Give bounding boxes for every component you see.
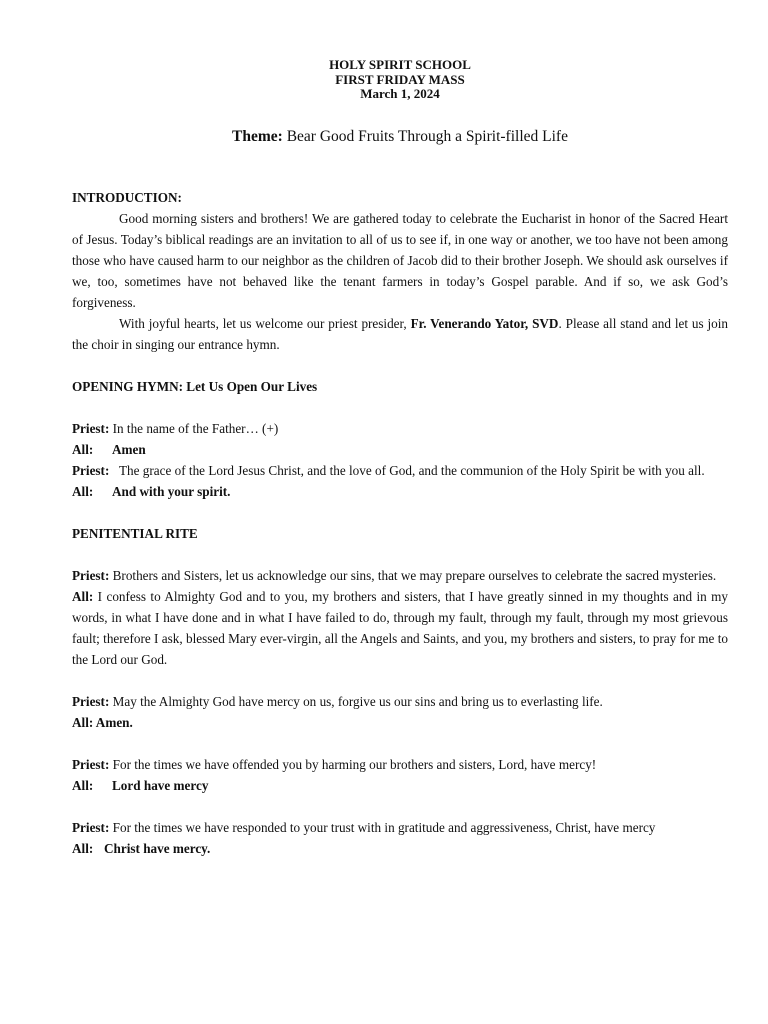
penitential-text: May the Almighty God have mercy on us, forgive us our sins and bring us to everlasting life.: [109, 693, 603, 709]
theme-label: Theme:: [232, 127, 283, 145]
penitential-text: Lord have mercy: [112, 777, 209, 793]
introduction-paragraph-2: [72, 313, 728, 355]
rite-text: Amen: [112, 441, 146, 457]
intro-p2-after: . Please all stand and let us join the choir in singing our entrance hymn.: [72, 315, 728, 352]
speaker-label: Priest:: [72, 567, 110, 583]
speaker-label: All:: [72, 840, 94, 856]
document-header: [72, 58, 728, 102]
penitential-text: For the times we have responded to your trust with in gratitude and aggressiveness, Christ, have mercy: [109, 819, 656, 835]
speaker-label: Priest:: [72, 462, 110, 478]
rite-line-priest-1: [72, 418, 728, 439]
rite-line-all-1: [72, 439, 728, 460]
speaker-label: Priest:: [72, 756, 110, 772]
event-date: March 1, 2024: [360, 86, 440, 101]
penitential-priest-2: [72, 691, 728, 712]
penitential-priest-3: [72, 754, 728, 775]
rite-line-all-2: [72, 481, 728, 502]
penitential-priest-4: [72, 817, 728, 838]
introduction-title: INTRODUCTION:: [72, 189, 182, 205]
penitential-text: For the times we have offended you by harming our brothers and sisters, Lord, have mercy!: [109, 756, 597, 772]
speaker-label: Priest:: [72, 819, 110, 835]
school-name: HOLY SPIRIT SCHOOL: [329, 57, 471, 72]
penitential-all-2: All: Amen.: [72, 714, 133, 730]
speaker-label: All:: [72, 777, 94, 793]
rite-text: In the name of the Father… (+): [109, 420, 279, 436]
penitential-all-4: [72, 838, 728, 859]
intro-p2-before: With joyful hearts, let us welcome our priest presider,: [119, 315, 411, 331]
rite-line-priest-2: [72, 460, 728, 481]
speaker-label: Priest:: [72, 420, 110, 436]
introduction-paragraph-1: Good morning sisters and brothers! We are gathered today to celebrate the Eucharist in honor of the Sacred Heart of Jesus. Today’s biblical readings are an invitation to all of us to see if, in one way or another, we too have not been among those who have caused harm to our neighbor as the children of Jacob did to their brother Joseph. We should ask ourselves if we, too, sometimes have not behaved like the tenant farmers in today’s Gospel parable. And if so, we ask God’s forgiveness.: [72, 210, 728, 310]
penitential-text: Brothers and Sisters, let us acknowledge our sins, that we may prepare ourselves to celebrate the sacred mysteries.: [109, 567, 717, 583]
rite-text: And with your spirit.: [112, 483, 231, 499]
theme-line: [72, 128, 728, 146]
penitential-text: Christ have mercy.: [104, 840, 211, 856]
opening-hymn-title: OPENING HYMN: Let Us Open Our Lives: [72, 378, 318, 394]
penitential-text: I confess to Almighty God and to you, my brothers and sisters, that I have greatly sinned in my thoughts and in my words, in what I have done and in what I have failed to do, through my fault, through my fault, through my most grievous fault; therefore I ask, blessed Mary ever-virgin, all the Angels and Saints, and you, my brothers and sisters, to pray for me to the Lord our God.: [72, 588, 728, 667]
speaker-label: All:: [72, 441, 94, 457]
theme-text: Bear Good Fruits Through a Spirit-filled Life: [282, 127, 568, 145]
penitential-priest-1: [72, 565, 728, 586]
document-page: [72, 58, 728, 859]
penitential-rite-title: PENITENTIAL RITE: [72, 525, 198, 541]
rite-text: The grace of the Lord Jesus Christ, and the love of God, and the communion of the Holy Spirit be with you all.: [119, 462, 705, 478]
speaker-label: All:: [72, 588, 94, 604]
event-name: FIRST FRIDAY MASS: [335, 71, 465, 87]
penitential-all-1: [72, 586, 728, 670]
speaker-label: Priest:: [72, 693, 110, 709]
penitential-all-3: [72, 775, 728, 796]
presider-name: Fr. Venerando Yator, SVD: [410, 315, 559, 331]
speaker-label: All:: [72, 483, 94, 499]
